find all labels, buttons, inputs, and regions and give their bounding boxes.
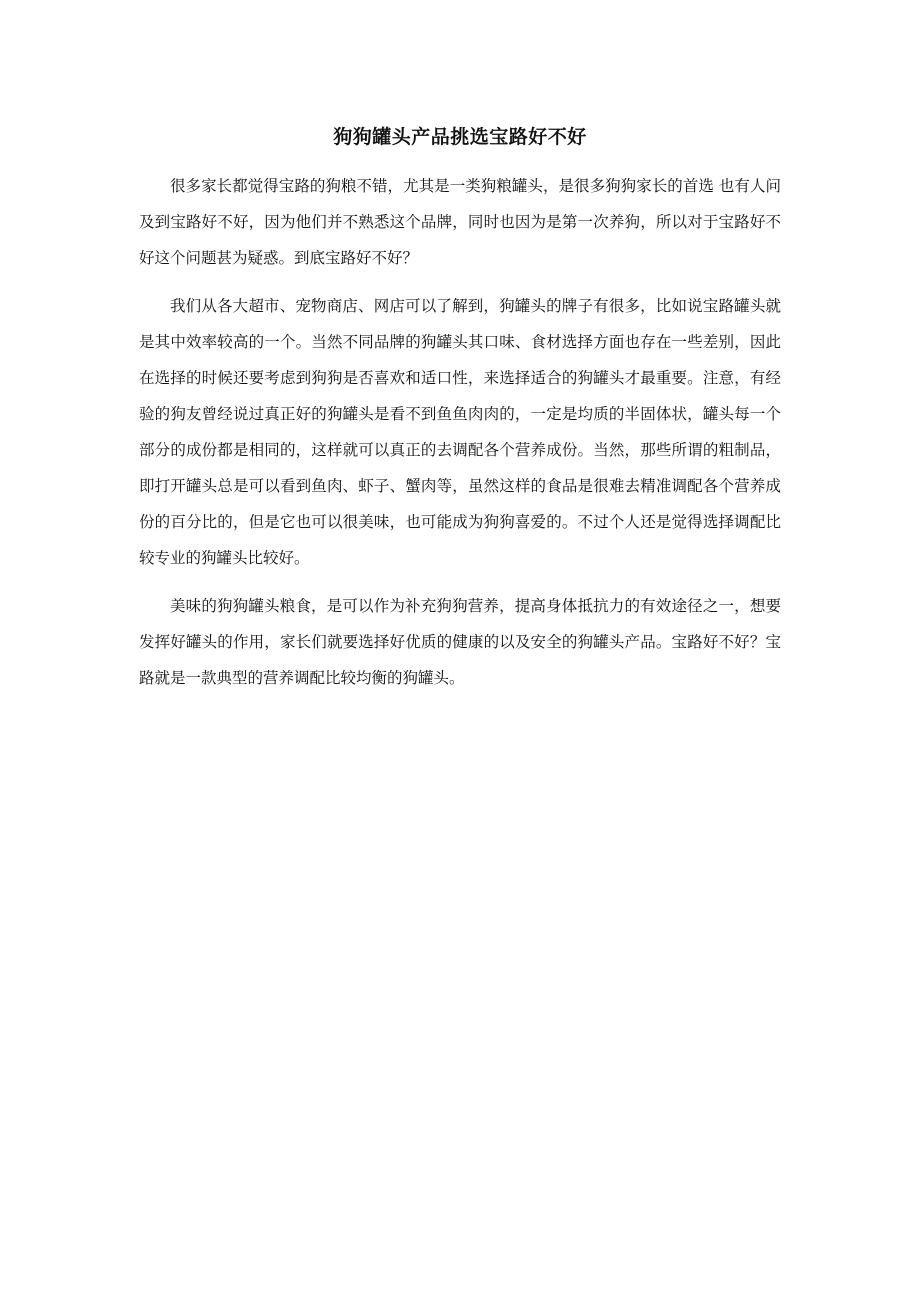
document-body [139, 168, 781, 708]
paragraph-1: 很多家长都觉得宝路的狗粮不错，尤其是一类狗粮罐头，是很多狗狗家长的首选 也有人问及到宝路好不好，因为他们并不熟悉这个品牌，同时也因为是第一次养狗，所以对于宝路好不好这个问题甚为疑惑。到底宝路好不好？ [139, 177, 781, 267]
paragraph-3: 美味的狗狗罐头粮食，是可以作为补充狗狗营养，提高身体抵抗力的有效途径之一，想要发挥好罐头的作用，家长们就要选择好优质的健康的以及安全的狗罐头产品。宝路好不好？宝路就是一款典型的营养调配比较均衡的狗罐头。 [139, 597, 781, 687]
document-title: 狗狗罐头产品挑选宝路好不好 [333, 126, 587, 148]
paragraph-2: 我们从各大超市、宠物商店、网店可以了解到，狗罐头的牌子有很多，比如说宝路罐头就是其中效率较高的一个。当然不同品牌的狗罐头其口味、食材选择方面也存在一些差别，因此在选择的时候还要考虑到狗狗是否喜欢和适口性，来选择适合的狗罐头才最重要。注意，有经验的狗友曾经说过真正好的狗罐头是看不到鱼鱼肉肉的，一定是均质的半固体状，罐头每一个部分的成份都是相同的，这样就可以真正的去调配各个营养成份。当然，那些所谓的粗制品，即打开罐头总是可以看到鱼肉、虾子、蟹肉等，虽然这样的食品是很难去精准调配各个营养成份的百分比的，但是它也可以很美味，也可能成为狗狗喜爱的。不过个人还是觉得选择调配比较专业的狗罐头比较好。 [139, 297, 781, 567]
